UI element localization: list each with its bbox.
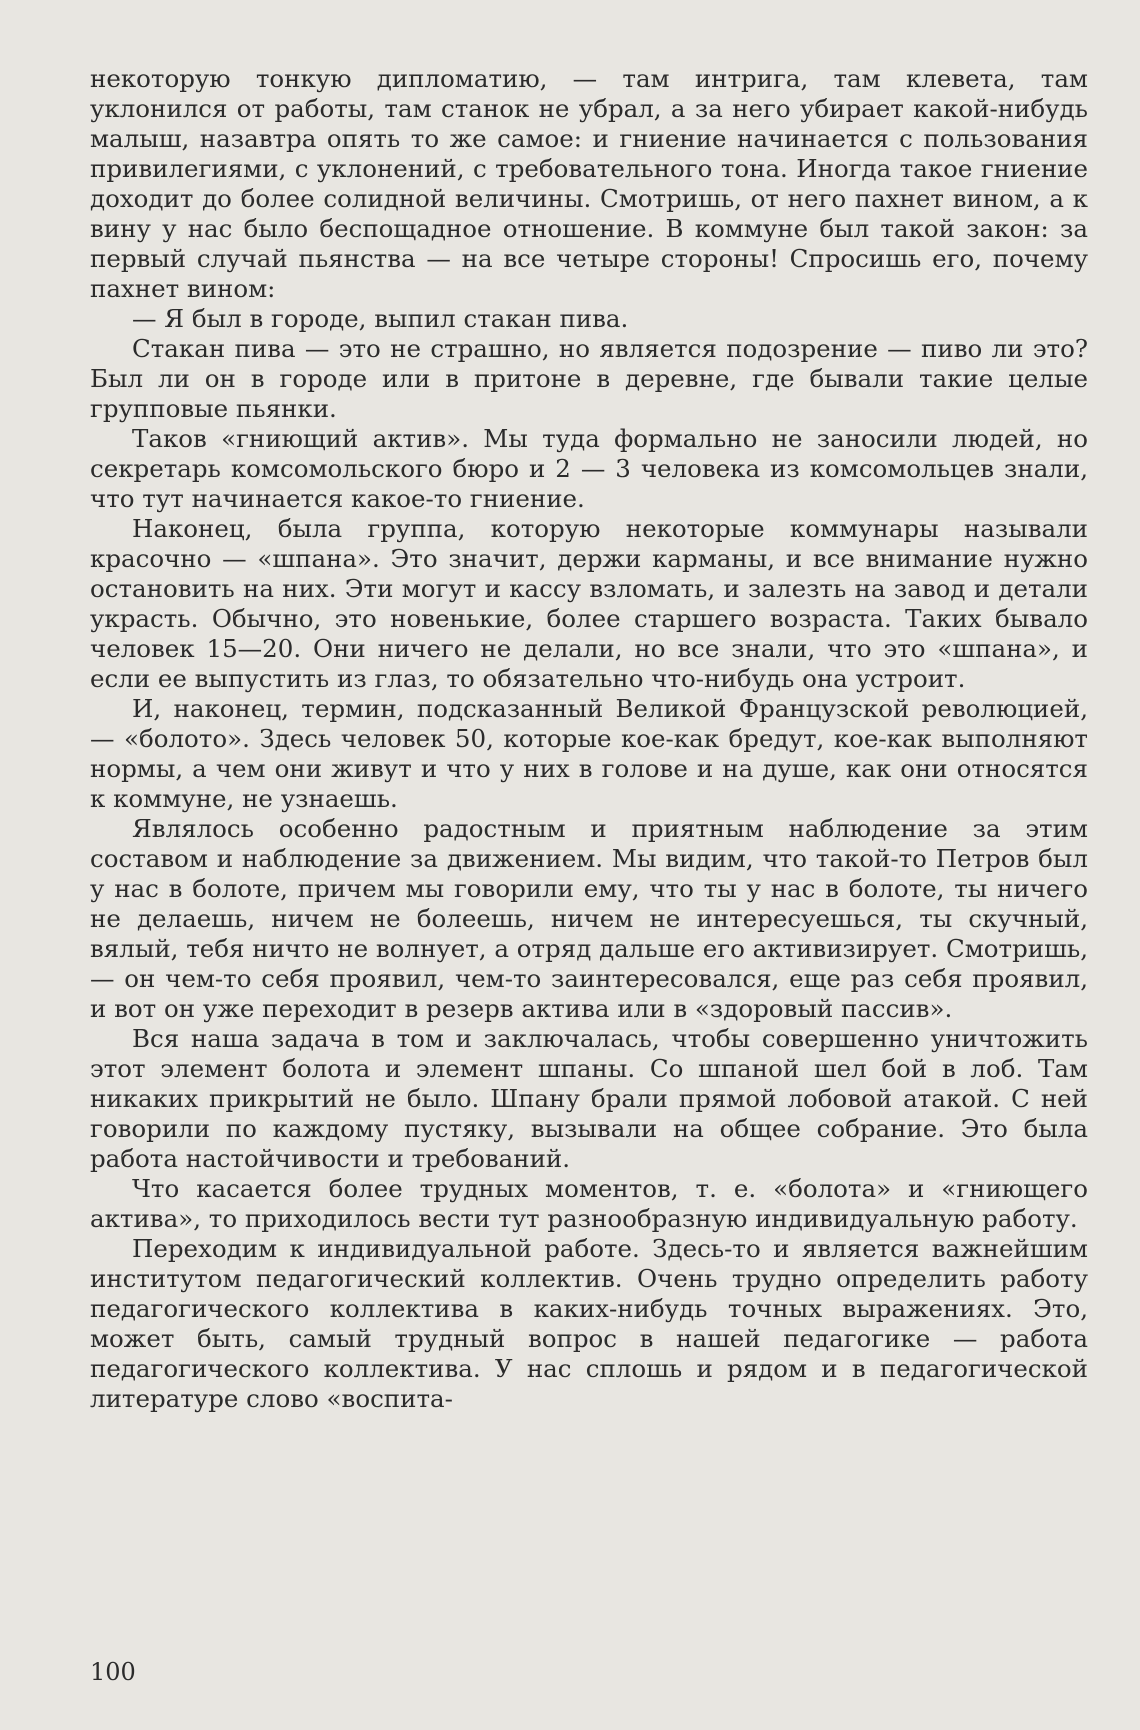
paragraph-10: Переходим к индивидуальной работе. Здесь-то и является важнейшим институтом педагогический коллектив. Очень трудно определить работу педагогического коллектива в каких-нибудь точных выражениях. Это, может быть, самый трудный вопрос в нашей педагогике — работа педагогического коллектива. У нас сплошь и рядом и в педагогической литературе слово «воспита- <box>90 1234 1088 1413</box>
paragraph-5: Наконец, была группа, которую некоторые коммунары называли красочно — «шпана». Это значит, держи карманы, и все внимание нужно остановить на них. Эти могут и кассу взломать, и залезть на завод и детали украсть. Обычно, это новенькие, более старшего возраста. Таких бывало человек 15—20. Они ничего не делали, но все знали, что это «шпана», и если ее выпустить из глаз, то обязательно что-нибудь она устроит. <box>90 514 1088 693</box>
body-text <box>90 64 1088 1414</box>
paragraph-1: некоторую тонкую дипломатию, — там интрига, там клевета, там уклонился от работы, там станок не убрал, а за него убирает какой-нибудь малыш, назавтра опять то же самое: и гниение начинается с пользования привилегиями, с уклонений, с требовательного тона. Иногда такое гниение доходит до более солидной величины. Смотришь, от него пахнет вином, а к вину у нас было беспощадное отношение. В коммуне был такой закон: за первый случай пьянства — на все четыре стороны! Спросишь его, почему пахнет вином: <box>90 64 1088 303</box>
paragraph-6: И, наконец, термин, подсказанный Великой Французской революцией, — «болото». Здесь человек 50, которые кое-как бредут, кое-как выполняют нормы, а чем они живут и что у них в голове и на душе, как они относятся к коммуне, не узнаешь. <box>90 694 1088 813</box>
paragraph-9: Что касается более трудных моментов, т. е. «болота» и «гниющего актива», то приходилось вести тут разнообразную индивидуальную работу. <box>90 1174 1088 1233</box>
paragraph-7: Являлось особенно радостным и приятным наблюдение за этим составом и наблюдение за движением. Мы видим, что такой-то Петров был у нас в болоте, причем мы говорили ему, что ты у нас в болоте, ты ничего не делаешь, ничем не болеешь, ничем не интересуешься, ты скучный, вялый, тебя ничто не волнует, а отряд дальше его активизирует. Смотришь, — он чем-то себя проявил, чем-то заинтересовался, еще раз себя проявил, и вот он уже переходит в резерв актива или в «здоровый пассив». <box>90 814 1088 1023</box>
paragraph-8: Вся наша задача в том и заключалась, чтобы совершенно уничтожить этот элемент болота и элемент шпаны. Со шпаной шел бой в лоб. Там никаких прикрытий не было. Шпану брали прямой лобовой атакой. С ней говорили по каждому пустяку, вызывали на общее собрание. Это была работа настойчивости и требований. <box>90 1024 1088 1173</box>
paragraph-3: Стакан пива — это не страшно, но является подозрение — пиво ли это? Был ли он в городе или в притоне в деревне, где бывали такие целые групповые пьянки. <box>90 334 1088 423</box>
paragraph-4: Таков «гниющий актив». Мы туда формально не заносили людей, но секретарь комсомольского бюро и 2 — 3 человека из комсомольцев знали, что тут начинается какое-то гниение. <box>90 424 1088 513</box>
page-number: 100 <box>90 1658 136 1686</box>
paragraph-2: — Я был в городе, выпил стакан пива. <box>132 304 629 333</box>
